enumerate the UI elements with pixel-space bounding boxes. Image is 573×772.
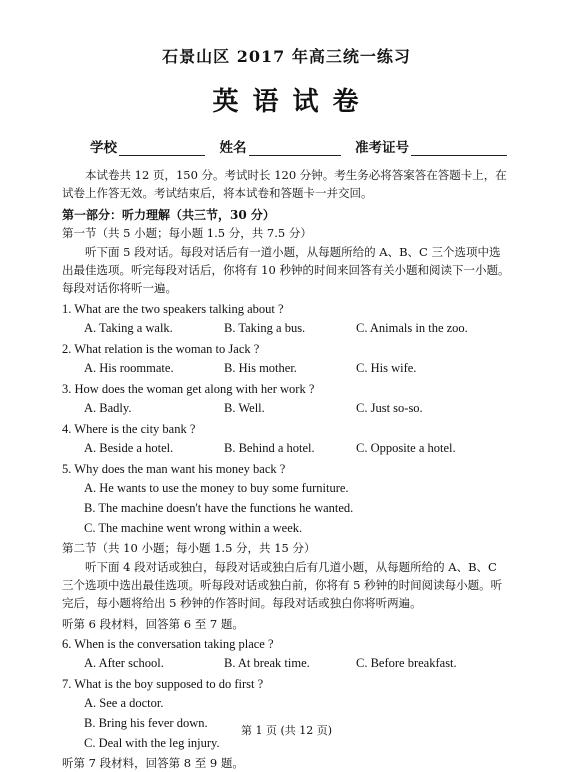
option-row	[62, 318, 511, 338]
question-5	[62, 460, 511, 538]
option-stack	[62, 478, 511, 538]
question-6	[62, 635, 511, 673]
exam-id-field	[355, 136, 507, 156]
option-row	[62, 398, 511, 418]
option-row	[62, 358, 511, 378]
option-a: A. His roommate.	[84, 361, 174, 375]
school-label: 学校	[90, 140, 117, 156]
exam-id-blank	[411, 141, 507, 156]
question-text: 3. How does the woman get along with her work ?	[62, 382, 315, 396]
question-1	[62, 300, 511, 338]
name-blank	[249, 141, 341, 156]
option-a: A. See a doctor.	[84, 696, 164, 710]
option-b: B. Taking a bus.	[224, 321, 306, 335]
question-text: 1. What are the two speakers talking about ?	[62, 302, 284, 316]
option-b: B. Behind a hotel.	[224, 441, 315, 455]
question-4	[62, 420, 511, 458]
option-c: C. The machine went wrong within a week.	[84, 521, 303, 535]
option-a: A. Taking a walk.	[84, 321, 173, 335]
section1-instructions: 听下面 5 段对话。每段对话后有一道小题，从每题所给的 A、B、C 三个选项中选出最佳选项。听完每段对话后，你将有 10 秒钟的时间来回答有关小题和阅读下一小题。每段对话你将听一遍。	[62, 245, 510, 295]
option-a: A. He wants to use the money to buy some furniture.	[84, 481, 349, 495]
school-blank	[119, 141, 205, 156]
option-c: C. Deal with the leg injury.	[84, 736, 220, 750]
option-a: A. Badly.	[84, 401, 132, 415]
option-b: B. Bring his fever down.	[84, 716, 208, 730]
name-field	[220, 136, 341, 156]
material-7-note: 听第 7 段材料，回答第 8 至 9 题。	[62, 756, 244, 770]
option-row	[62, 653, 511, 673]
option-c: C. Before breakfast.	[356, 656, 457, 670]
question-3	[62, 380, 511, 418]
section1-heading: 第一节（共 5 小题；每小题 1.5 分，共 7.5 分）	[62, 226, 312, 240]
school-field	[90, 136, 205, 156]
option-a: A. After school.	[84, 656, 164, 670]
question-2	[62, 340, 511, 378]
material-6-note: 听第 6 段材料，回答第 6 至 7 题。	[62, 617, 244, 631]
exam-subject-title: 英语试卷	[212, 87, 373, 117]
section2-heading: 第二节（共 10 小题；每小题 1.5 分，共 15 分）	[62, 541, 316, 555]
student-info-row	[90, 136, 507, 156]
question-text: 2. What relation is the woman to Jack ?	[62, 342, 260, 356]
option-b: B. His mother.	[224, 361, 297, 375]
question-text: 5. Why does the man want his money back ?	[62, 462, 286, 476]
part1-heading: 第一部分：听力理解（共三节，30 分）	[62, 208, 275, 222]
question-7	[62, 675, 511, 753]
option-c: C. Opposite a hotel.	[356, 441, 456, 455]
option-b: B. The machine doesn't have the functions he wanted.	[84, 501, 354, 515]
page-footer: 第 1 页 (共 12 页)	[240, 724, 333, 737]
exam-title: 石景山区 2017 年高三统一练习	[162, 47, 411, 66]
question-text: 6. When is the conversation taking place ?	[62, 637, 274, 651]
exam-id-label: 准考证号	[355, 140, 409, 156]
option-c: C. Animals in the zoo.	[356, 321, 468, 335]
question-text: 7. What is the boy supposed to do first ?	[62, 677, 264, 691]
intro-paragraph: 本试卷共 12 页，150 分。考试时长 120 分钟。考生务必将答案答在答题卡上，在试卷上作答无效。考试结束后，将本试卷和答题卡一并交回。	[62, 168, 507, 200]
option-row	[62, 438, 511, 458]
option-c: C. Just so-so.	[356, 401, 423, 415]
option-b: B. Well.	[224, 401, 265, 415]
option-b: B. At break time.	[224, 656, 310, 670]
option-c: C. His wife.	[356, 361, 417, 375]
name-label: 姓名	[219, 140, 247, 156]
question-text: 4. Where is the city bank ?	[62, 422, 196, 436]
section2-instructions: 听下面 4 段对话或独白，每段对话或独白后有几道小题，从每题所给的 A、B、C 三个选项中选出最佳选项。听每段对话或独白前，你将有 5 秒钟的时间阅读每小题。听完后，每小题将给出 5 秒钟的作答时间。每段对话或独白你将听两遍。	[62, 560, 503, 610]
option-a: A. Beside a hotel.	[84, 441, 174, 455]
